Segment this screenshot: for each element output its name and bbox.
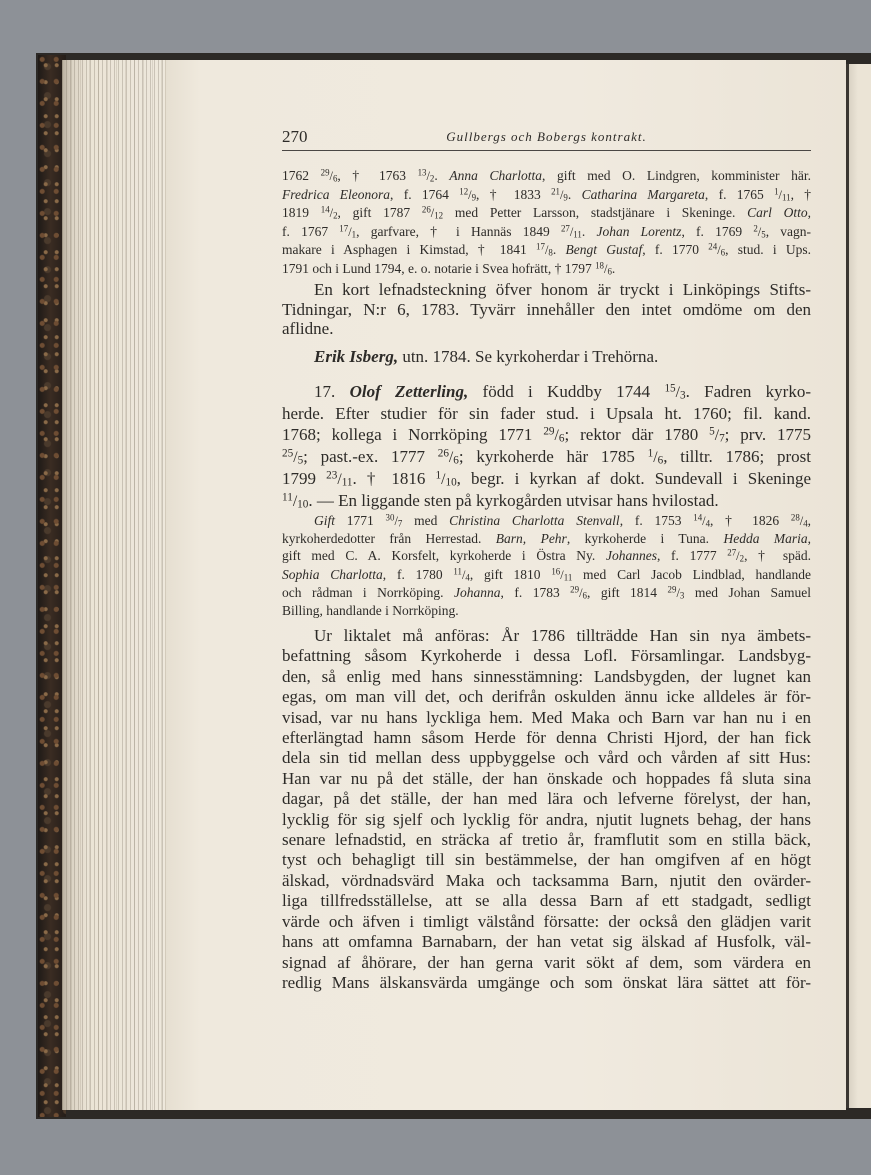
date-fraction bbox=[386, 513, 403, 528]
fraction-numerator: 13 bbox=[417, 167, 427, 178]
fraction-denominator: 3 bbox=[680, 389, 686, 402]
fraction-numerator: 11 bbox=[282, 491, 293, 504]
text-run: , † 1833 bbox=[476, 186, 552, 202]
fraction-denominator: 9 bbox=[471, 191, 477, 202]
text-run: , f. 1777 bbox=[656, 548, 728, 564]
date-fraction bbox=[668, 585, 685, 600]
text-line bbox=[282, 167, 811, 186]
text-run: , kyrkoherde i Tuna. bbox=[566, 531, 724, 547]
text-line bbox=[282, 490, 811, 512]
family-note-continued bbox=[282, 167, 811, 279]
text-run: , f. 1770 bbox=[642, 242, 709, 258]
date-fraction bbox=[561, 224, 582, 239]
date-fraction bbox=[753, 224, 765, 239]
date-fraction bbox=[693, 513, 710, 528]
text-line: senare lefnadstid, en sträcka af tretio år, framflutit som en stilla bäck, bbox=[282, 830, 811, 850]
text-run: . bbox=[567, 186, 582, 202]
text-line: den, så enlig med hans sinnesstämning: Landsbygden, der lugnet kan bbox=[282, 666, 811, 686]
fraction-numerator: 26 bbox=[421, 204, 431, 215]
text-line bbox=[282, 468, 811, 490]
running-head: Gullbergs och Bobergs kontrakt. bbox=[446, 129, 647, 144]
text-line: signad af åhörare, der han gerna varit sökt af dem, som värdera en bbox=[282, 952, 811, 972]
text-run: med bbox=[402, 513, 450, 528]
fraction-numerator: 12 bbox=[459, 186, 469, 197]
fraction-numerator: 1 bbox=[774, 186, 779, 197]
date-fraction bbox=[459, 187, 476, 202]
text-run: . bbox=[611, 260, 616, 276]
fraction-denominator: 11 bbox=[573, 229, 582, 240]
italic-text: Johan Lorentz bbox=[596, 223, 682, 239]
italic-text: Catharina Margareta bbox=[581, 186, 705, 202]
date-fraction bbox=[418, 168, 435, 183]
date-fraction bbox=[709, 425, 725, 444]
text-run: , tilltr. 1786; prost bbox=[663, 447, 812, 466]
text-line bbox=[282, 566, 811, 584]
fraction-numerator: 23 bbox=[326, 469, 338, 482]
text-line: Ur liktalet må anföras: År 1786 tillträdde Han sin nya ämbets- bbox=[314, 626, 811, 645]
fraction-denominator: 2 bbox=[739, 553, 745, 564]
text-run: 1819 bbox=[282, 205, 321, 221]
date-fraction bbox=[326, 469, 352, 488]
fraction-denominator: 11 bbox=[341, 476, 353, 489]
text-line: Han var nu på det ställe, der han önskade och hoppades få sluta sina bbox=[282, 768, 811, 788]
italic-text: Barn, Pehr bbox=[495, 531, 567, 547]
date-fraction bbox=[536, 242, 553, 257]
text-run: , bbox=[807, 205, 812, 221]
date-fraction bbox=[570, 585, 587, 600]
page-stack-edges bbox=[62, 60, 166, 1110]
italic-text: Hedda Maria bbox=[723, 531, 808, 547]
fraction-numerator: 14 bbox=[693, 512, 703, 523]
text-line: herde. Efter studier för sin fader stud. i Upsala ht. 1760; fil. kand. bbox=[282, 404, 811, 423]
text-run: kyrkoherdedotter från Herrestad. bbox=[282, 531, 496, 547]
fraction-denominator: 4 bbox=[803, 518, 808, 529]
italic-text: Christina Charlotta Stenvall bbox=[449, 513, 620, 528]
fraction-denominator: 6 bbox=[607, 266, 612, 277]
fraction-numerator: 26 bbox=[437, 447, 449, 460]
text-run: , bbox=[807, 513, 812, 528]
fraction-denominator: 4 bbox=[705, 518, 711, 529]
fraction-numerator: 29 bbox=[667, 584, 677, 595]
date-fraction bbox=[543, 425, 564, 444]
text-run: , gift 1814 bbox=[586, 584, 668, 600]
text-line: hans att omfamna Barnabarn, der han vetat sig älskad af Husfolk, väl- bbox=[282, 932, 811, 952]
text-run: 1762 bbox=[282, 168, 321, 183]
fraction-denominator: 6 bbox=[558, 432, 565, 445]
text-run: född i Kuddby 1744 bbox=[468, 382, 665, 401]
fraction-denominator: 10 bbox=[297, 498, 309, 511]
text-run: . bbox=[581, 223, 597, 239]
italic-text: Fredrica Eleonora bbox=[282, 186, 391, 202]
book-page bbox=[165, 60, 846, 1110]
zetterling-family-note bbox=[282, 512, 811, 619]
text-run: , f. 1764 bbox=[390, 186, 460, 202]
text-line bbox=[282, 260, 811, 279]
text-line: Tidningar, N:r 6, 1783. Tyvärr innehåller den intet omdöme om den bbox=[282, 299, 811, 319]
text-run: med Carl Jacob Lindblad, handlande bbox=[572, 566, 811, 582]
date-fraction bbox=[774, 187, 790, 202]
text-run: med Johan Samuel bbox=[684, 584, 811, 600]
fraction-denominator: 2 bbox=[429, 173, 435, 184]
fraction-denominator: 6 bbox=[657, 454, 664, 467]
fraction-denominator: 11 bbox=[563, 571, 573, 582]
page-header bbox=[282, 127, 811, 147]
isberg-entry bbox=[282, 347, 811, 367]
text-line bbox=[282, 584, 811, 602]
fraction-denominator: 6 bbox=[720, 247, 726, 258]
text-line bbox=[282, 424, 811, 446]
fraction-numerator: 24 bbox=[708, 241, 718, 252]
text-line bbox=[282, 347, 811, 367]
date-fraction bbox=[453, 567, 469, 582]
text-line: dagar, på det ställe, der han med lära och lefverne förelyst, der han, bbox=[282, 789, 811, 809]
italic-text: Johanna bbox=[454, 584, 501, 600]
text-run: ; prv. 1775 bbox=[724, 425, 812, 444]
fraction-denominator: 9 bbox=[563, 191, 568, 202]
fraction-denominator: 5 bbox=[761, 229, 766, 240]
fraction-numerator: 17 bbox=[536, 241, 545, 252]
date-fraction bbox=[648, 447, 664, 466]
text-line bbox=[282, 223, 811, 242]
fraction-numerator: 29 bbox=[320, 167, 330, 178]
text-run: gift med C. A. Korsfelt, kyrkoherde i Östra Ny. bbox=[282, 548, 606, 564]
text-line bbox=[282, 204, 811, 223]
text-line: Billing, handlande i Norrköping. bbox=[282, 603, 459, 619]
text-run: och rådman i Norrköping. bbox=[282, 584, 454, 600]
fraction-denominator: 12 bbox=[434, 210, 444, 221]
text-line: dela sin tid mellan dess uppbyggelse och vård och vården af sitt Hus: bbox=[282, 748, 811, 768]
text-line: tyst och behagligt till sin bestämmelse, der han omgifven af en högt bbox=[282, 850, 811, 870]
fraction-numerator: 1 bbox=[435, 469, 442, 482]
text-line: redlig Mans älskansvärda umgänge och som önskat lära sättet att för- bbox=[282, 972, 811, 992]
page-number: 270 bbox=[282, 127, 308, 146]
date-fraction bbox=[595, 261, 612, 276]
text-line bbox=[282, 512, 811, 530]
italic-text: Bengt Gustaf bbox=[565, 242, 643, 258]
fraction-denominator: 10 bbox=[445, 476, 457, 489]
fraction-numerator: 29 bbox=[543, 425, 555, 438]
text-run: , gift med O. Lindgren, komminister här. bbox=[541, 168, 812, 183]
text-line: visad, var nu hans lyckliga hem. Med Maka och Barn var han nu i en bbox=[282, 707, 811, 727]
date-fraction bbox=[436, 469, 457, 488]
text-run: . — En liggande sten på kyrkogården utvisar hans hvilostad. bbox=[308, 491, 719, 510]
text-run: , † 1763 bbox=[337, 168, 418, 183]
fraction-denominator: 7 bbox=[719, 432, 725, 445]
text-line bbox=[282, 186, 811, 205]
fraction-denominator: 11 bbox=[782, 191, 791, 202]
text-run: utn. 1784. Se kyrkoherdar i Trehörna. bbox=[398, 347, 659, 366]
text-run: , stud. i Ups. bbox=[725, 242, 812, 258]
text-line: efterlängtad hamn såsom Herde för denna Christi Hjord, der han fick bbox=[282, 728, 811, 748]
text-run: , begr. i kyrkan af dokt. Sundevall i Skeninge bbox=[456, 469, 812, 488]
text-run: . bbox=[552, 242, 566, 258]
fraction-numerator: 18 bbox=[595, 260, 604, 271]
text-line: En kort lefnadsteckning öfver honom är tryckt i Linköpings Stifts- bbox=[314, 280, 811, 299]
zetterling-entry bbox=[282, 381, 811, 512]
text-run: . bbox=[434, 168, 450, 183]
date-fraction bbox=[422, 205, 443, 220]
fraction-numerator: 27 bbox=[727, 547, 737, 558]
fraction-numerator: 28 bbox=[790, 512, 800, 523]
text-line: egas, om man vill det, och derifrån oskulden ännu icke alldeles är för- bbox=[282, 687, 811, 707]
fraction-denominator: 1 bbox=[351, 229, 357, 240]
text-run: , f. 1753 bbox=[619, 513, 694, 528]
text-run: , vagn- bbox=[765, 223, 812, 239]
text-line: värde och äfven i timligt välstånd försatte: der också den glädjen varit bbox=[282, 911, 811, 931]
text-run: ; past.-ex. 1777 bbox=[303, 447, 438, 466]
fraction-numerator: 30 bbox=[385, 512, 395, 523]
fraction-numerator: 29 bbox=[570, 584, 580, 595]
text-line: aflidne. bbox=[282, 319, 334, 338]
text-run: 1791 och i Lund 1794, e. o. notarie i Svea hofrätt, † 1797 bbox=[282, 260, 596, 276]
fraction-numerator: 25 bbox=[282, 447, 294, 460]
fraction-denominator: 4 bbox=[465, 571, 470, 582]
date-fraction bbox=[791, 513, 808, 528]
text-run: ; rektor där 1780 bbox=[564, 425, 710, 444]
fraction-denominator: 6 bbox=[582, 590, 587, 601]
header-rule bbox=[282, 150, 811, 151]
fraction-denominator: 8 bbox=[548, 247, 553, 258]
text-line bbox=[282, 381, 811, 403]
date-fraction bbox=[708, 242, 725, 257]
fraction-numerator: 14 bbox=[320, 204, 330, 215]
italic-text: Gift bbox=[314, 513, 336, 528]
text-run: 1799 bbox=[282, 469, 327, 488]
text-run: , † bbox=[790, 186, 812, 202]
italic-text: Sophia Charlotta bbox=[282, 566, 383, 582]
text-run: , f. 1769 bbox=[681, 223, 754, 239]
date-fraction bbox=[321, 205, 338, 220]
funeral-sermon-excerpt bbox=[282, 626, 811, 993]
text-run: makare i Asphagen i Kimstad, † 1841 bbox=[282, 242, 537, 258]
fraction-numerator: 5 bbox=[709, 425, 715, 438]
italic-text: Anna Charlotta bbox=[449, 168, 542, 183]
date-fraction bbox=[282, 491, 308, 510]
text-line bbox=[282, 446, 811, 468]
fraction-denominator: 7 bbox=[397, 518, 403, 529]
italic-text: Johannes bbox=[605, 548, 657, 564]
text-run: . † 1816 bbox=[352, 469, 436, 488]
fraction-numerator: 1 bbox=[647, 447, 654, 460]
text-run: 1768; kollega i Norrköping 1771 bbox=[282, 425, 544, 444]
fraction-numerator: 16 bbox=[551, 566, 561, 577]
text-run: 1771 bbox=[335, 513, 386, 528]
bold-name: Erik Isberg, bbox=[314, 347, 399, 366]
text-run: . Fadren kyrko- bbox=[685, 382, 812, 401]
text-line: befattning såsom Kyrkoherde i dessa Lofl. Församlingar. Landsbyg- bbox=[282, 646, 811, 666]
date-fraction bbox=[339, 224, 356, 239]
text-run: , † 1826 bbox=[710, 513, 791, 528]
date-fraction bbox=[438, 447, 459, 466]
text-run: , f. 1780 bbox=[382, 566, 454, 582]
text-run: , gift 1787 bbox=[337, 205, 422, 221]
date-fraction bbox=[551, 567, 572, 582]
fraction-numerator: 15 bbox=[664, 382, 676, 395]
text-run: , gift 1810 bbox=[469, 566, 552, 582]
text-run: ; kyrkoherde här 1785 bbox=[458, 447, 648, 466]
fraction-numerator: 27 bbox=[560, 223, 570, 234]
text-line bbox=[282, 547, 811, 565]
fraction-denominator: 3 bbox=[679, 590, 685, 601]
date-fraction bbox=[282, 447, 303, 466]
italic-text: Carl Otto bbox=[747, 205, 808, 221]
fraction-numerator: 2 bbox=[753, 223, 758, 234]
facing-page-edge bbox=[846, 64, 871, 1108]
text-column bbox=[282, 60, 811, 1110]
fraction-denominator: 6 bbox=[453, 454, 459, 467]
bold-name: Olof Zetterling, bbox=[349, 382, 469, 401]
text-run: , garfvare, † i Hannäs 1849 bbox=[356, 223, 561, 239]
date-fraction bbox=[727, 548, 744, 563]
text-line: liga tillfredsställelse, att se alla dessa Barn af ett stadgadt, sedligt bbox=[282, 891, 811, 911]
fraction-denominator: 5 bbox=[297, 454, 304, 467]
text-line: älskad, vördnadsvärd Maka och tacksamma Barn, njutit den ovärder- bbox=[282, 870, 811, 890]
fraction-numerator: 21 bbox=[551, 186, 560, 197]
text-line bbox=[282, 241, 811, 260]
fraction-denominator: 6 bbox=[332, 173, 338, 184]
text-run: , f. 1765 bbox=[704, 186, 775, 202]
text-run: , † späd. bbox=[744, 548, 811, 564]
text-run: , bbox=[807, 531, 811, 547]
biography-note bbox=[282, 280, 811, 339]
text-run: f. 1767 bbox=[282, 223, 340, 239]
date-fraction bbox=[551, 187, 568, 202]
date-fraction bbox=[664, 382, 685, 401]
text-run: 17. bbox=[314, 382, 350, 401]
fraction-numerator: 11 bbox=[453, 566, 462, 577]
text-line: lycklig för sig sjelf och lycklig för andra, njutit lugnets behag, der hans bbox=[282, 809, 811, 829]
text-run: , f. 1783 bbox=[500, 584, 571, 600]
text-line bbox=[282, 530, 811, 547]
fraction-numerator: 17 bbox=[339, 223, 349, 234]
text-run: med Petter Larsson, stadstjänare i Skeninge. bbox=[443, 205, 748, 221]
fraction-denominator: 2 bbox=[333, 210, 338, 221]
date-fraction bbox=[321, 168, 338, 183]
